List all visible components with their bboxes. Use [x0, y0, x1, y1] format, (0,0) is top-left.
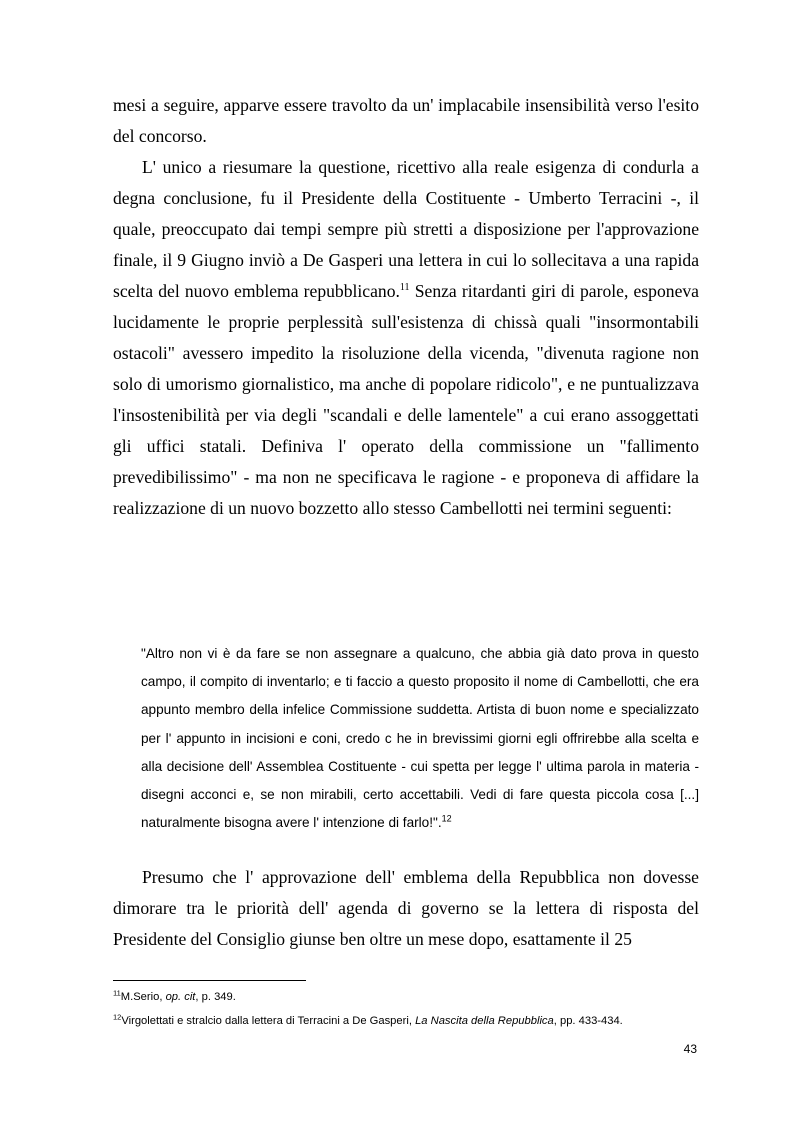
footnote-text: , p. 349.: [195, 991, 236, 1003]
footnote-italic-title: La Nascita della Repubblica: [415, 1015, 554, 1027]
quote-text: "Altro non vi è da fare se non assegnare a qualcuno, che abbia già dato prova in questo campo, il compito di inventarlo; e ti faccio a questo proposito il nome di Cambellotti, che era appunto membro della infelice Commissione suddetta. Artista di buon nome e specializzato per l' appunto in incisioni e coni, credo c he in brevissimi giorni egli offrirebbe alla scelta e alla decisione dell' Assemblea Costituente - cui spetta per legge l' ultima parola in materia - disegni acconci e, se non mirabili, certo accettabili. Vedi di fare questa piccola cosa [...] naturalmente bisogna avere l' intenzione di farlo!".: [141, 646, 699, 831]
paragraph-text: L' unico a riesumare la questione, ricettivo alla reale esigenza di condurla a degna conclusione, fu il Presidente della Costituente - Umberto Terracini -, il quale, preoccupato dai tempi sempre più stretti a disposizione per l'approvazione finale, il 9 Giugno inviò a De Gasperi una lettera in cui lo sollecitava a una rapida scelta del nuovo emblema repubblicano.: [113, 157, 699, 301]
footnote-divider: [113, 980, 306, 981]
footnote-number: 12: [113, 1012, 122, 1022]
block-quote: [141, 640, 699, 837]
footnote-text: Virgolettati e stralcio dalla lettera di Terracini a De Gasperi,: [121, 1015, 416, 1027]
paragraph-text: mesi a seguire, apparve essere travolto da un' implacabile insensibilità verso l'esito del concorso.: [113, 95, 699, 146]
page-number: 43: [683, 1042, 697, 1056]
footnote-text: M.Serio,: [120, 991, 166, 1003]
footnote-12: [113, 1014, 713, 1028]
footnote-italic-title: op. cit: [165, 991, 196, 1003]
footnote-number: 11: [113, 988, 121, 998]
paragraph-text: Senza ritardanti giri di parole, esponeva lucidamente le proprie perplessità sull'esistenza di chissà quali "insormontabili ostacoli" avessero impedito la risoluzione della vicenda, "divenuta ragione non solo di umorismo giornalistico, ma anche di popolare ridicolo", e ne puntualizzava l'insostenibilità per via degli "scandali e delle lamentele" a cui erano assoggettati gli uffici statali. Definiva l' operato della commissione un "fallimento prevedibilissimo" - ma non ne specificava le ragione - e proponeva di affidare la realizzazione di un nuovo bozzetto allo stesso Cambellotti nei termini seguenti:: [113, 281, 699, 518]
footnote-ref-11[interactable]: 11: [399, 282, 410, 294]
paragraph-text: Presumo che l' approvazione dell' emblema della Repubblica non dovesse dimorare tra le priorità dell' agenda di governo se la lettera di risposta del Presidente del Consiglio giunse ben oltre un mese dopo, esattamente il 25: [113, 867, 699, 949]
footnote-11: [113, 990, 713, 1004]
footnote-ref-12[interactable]: 12: [441, 813, 452, 824]
paragraph-terracini: [113, 152, 699, 524]
footnote-text: , pp. 433-434.: [553, 1015, 623, 1027]
paragraph-approval: [113, 862, 699, 955]
paragraph-continuation: [113, 90, 699, 152]
